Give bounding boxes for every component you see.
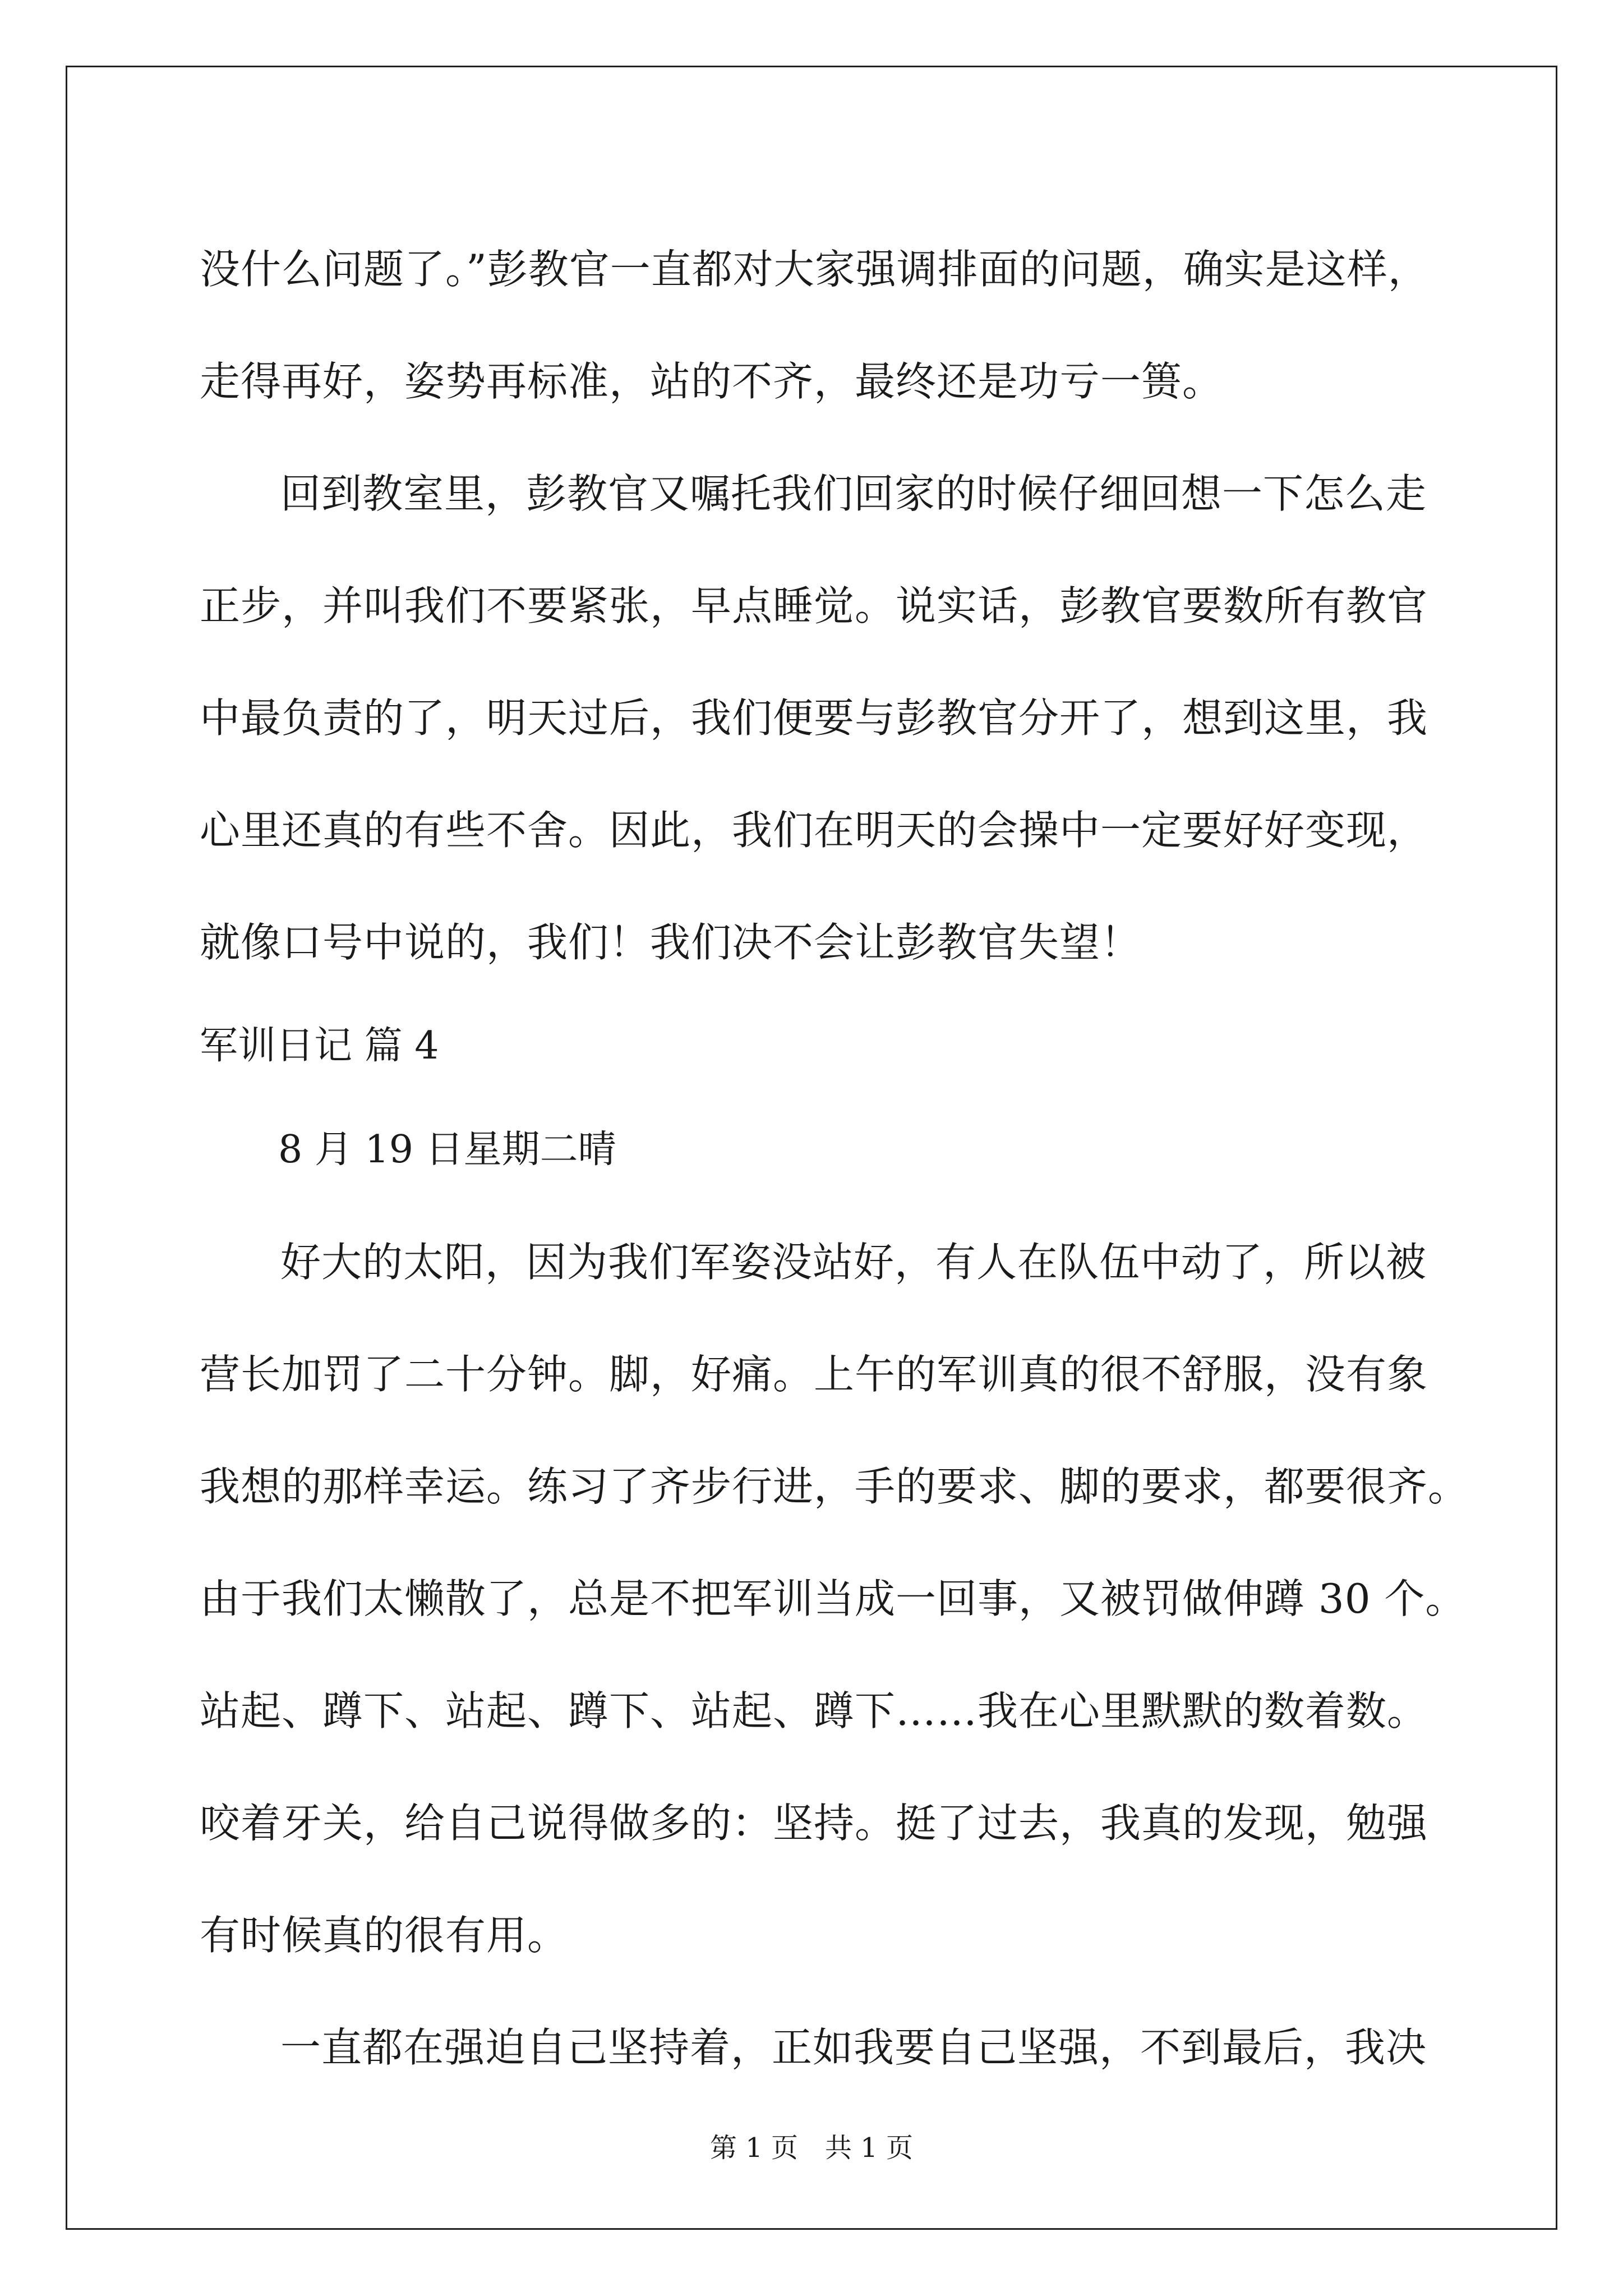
paragraph-line: 我想的那样幸运。练习了齐步行进，手的要求、脚的要求，都要很齐。 — [200, 1463, 1469, 1510]
paragraph-line: 走得再好，姿势再标准，站的不齐，最终还是功亏一篑。 — [200, 358, 1224, 405]
page-total: 共 1 页 — [825, 2132, 914, 2164]
paragraph-line: 好大的太阳，因为我们军姿没站好，有人在队伍中动了，所以被 — [280, 1239, 1427, 1286]
diary-date-line: 8 月 19 日星期二晴 — [278, 1128, 616, 1172]
paragraph-line: 心里还真的有些不舍。因此，我们在明天的会操中一定要好好变现， — [200, 807, 1428, 854]
paragraph-line: 咬着牙关，给自己说得做多的：坚持。挺了过去，我真的发现，勉强 — [200, 1800, 1428, 1847]
paragraph-line: 有时候真的很有用。 — [200, 1912, 569, 1959]
document-body — [200, 213, 1469, 2104]
paragraph-line: 营长加罚了二十分钟。脚，好痛。上午的军训真的很不舒服，没有象 — [200, 1351, 1428, 1398]
paragraph-line: 正步，并叫我们不要紧张，早点睡觉。说实话，彭教官要数所有教官 — [200, 582, 1428, 629]
paragraph-line: 中最负责的了，明天过后，我们便要与彭教官分开了，想到这里，我 — [200, 694, 1428, 742]
paragraph-line: 就像口号中说的，我们！我们决不会让彭教官失望！ — [200, 919, 1142, 966]
page-number: 第 1 页 — [709, 2132, 798, 2164]
paragraph-line: 由于我们太懒散了，总是不把军训当成一回事，又被罚做伸蹲 30 个。 — [200, 1575, 1467, 1622]
paragraph-line: 没什么问题了。”彭教官一直都对大家强调排面的问题，确实是这样， — [200, 246, 1429, 293]
paragraph-line: 回到教室里，彭教官又嘱托我们回家的时候仔细回想一下怎么走 — [280, 470, 1427, 517]
section-heading: 军训日记 篇 4 — [200, 1024, 439, 1068]
page-footer — [0, 2126, 1623, 2165]
paragraph-line: 一直都在强迫自己坚持着，正如我要自己坚强，不到最后，我决 — [280, 2024, 1427, 2071]
paragraph-line: 站起、蹲下、站起、蹲下、站起、蹲下……我在心里默默的数着数。 — [200, 1687, 1428, 1734]
